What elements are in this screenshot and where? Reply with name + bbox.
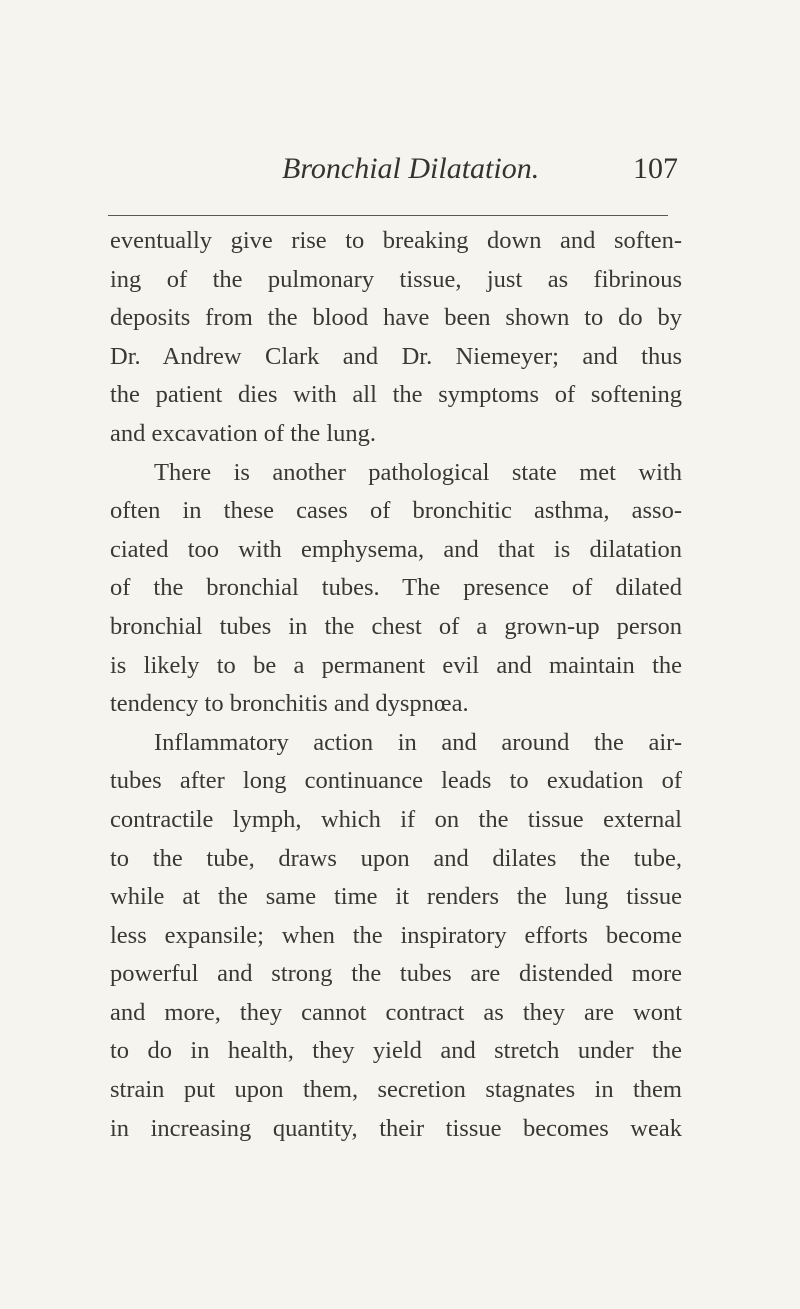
text-line: often in these cases of bronchitic asthma, asso- [110, 497, 682, 525]
text-line: ing of the pulmonary tissue, just as fibrinous [110, 265, 682, 293]
text-line: and excavation of the lung. [110, 419, 377, 447]
paragraph-start-line: Inflammatory action in and around the air- [154, 728, 682, 756]
page-number: 107 [633, 152, 678, 185]
text-line: is likely to be a permanent evil and maintain the [110, 651, 682, 679]
text-line: less expansile; when the inspiratory efforts become [110, 921, 682, 949]
text-line: tendency to bronchitis and dyspnœa. [110, 690, 469, 718]
text-line: of the bronchial tubes. The presence of dilated [110, 574, 682, 602]
text-line: and more, they cannot contract as they are wont [110, 998, 682, 1026]
running-title: Bronchial Dilatation. [282, 152, 540, 185]
text-line: Dr. Andrew Clark and Dr. Niemeyer; and thus [110, 342, 682, 370]
paragraph-start-line: There is another pathological state met with [154, 458, 682, 486]
text-line: to the tube, draws upon and dilates the tube, [110, 844, 682, 872]
text-line: contractile lymph, which if on the tissue external [110, 805, 682, 833]
text-line: strain put upon them, secretion stagnates in them [110, 1076, 682, 1104]
text-line: powerful and strong the tubes are distended more [110, 960, 682, 988]
text-line: tubes after long continuance leads to exudation of [110, 767, 682, 795]
text-line: deposits from the blood have been shown to do by [110, 304, 682, 332]
text-line: bronchial tubes in the chest of a grown-up person [110, 612, 682, 640]
text-line: ciated too with emphysema, and that is dilatation [110, 535, 682, 563]
text-line: the patient dies with all the symptoms of softening [110, 381, 682, 409]
body-text [110, 222, 682, 1148]
text-line: while at the same time it renders the lung tissue [110, 883, 682, 911]
text-line: eventually give rise to breaking down and soften- [110, 227, 682, 254]
text-line: to do in health, they yield and stretch under the [110, 1037, 682, 1065]
text-line: in increasing quantity, their tissue becomes weak [110, 1114, 682, 1142]
header-rule [108, 215, 668, 216]
page-header [108, 152, 678, 196]
